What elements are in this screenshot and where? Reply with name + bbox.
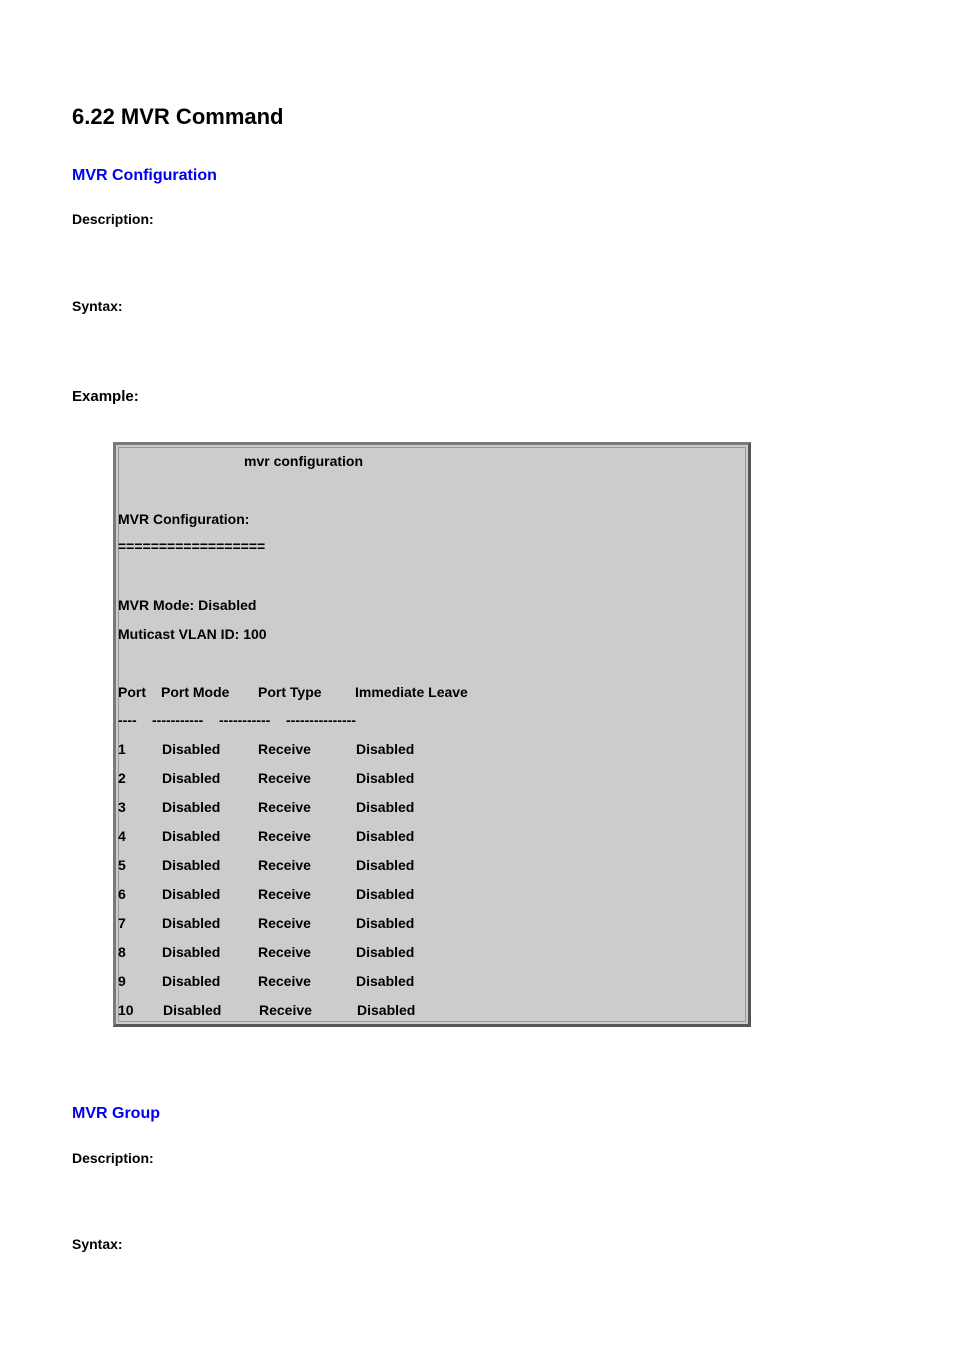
table-row-9-col-3: Disabled — [356, 973, 415, 989]
table-row-3-col-3: Disabled — [356, 799, 415, 815]
table-row-9-col-0: 9 — [118, 973, 126, 989]
table-row-3-col-2: Receive — [258, 799, 311, 815]
table-row-6-col-0: 6 — [118, 886, 126, 902]
table-row-10-col-2: Receive — [259, 1002, 312, 1018]
table-row-10-col-1: Disabled — [163, 1002, 222, 1018]
table-row-5-col-1: Disabled — [162, 857, 221, 873]
table-header-col-3: Immediate Leave — [355, 684, 468, 700]
console-mvr-mode: MVR Mode: Disabled — [118, 597, 257, 613]
table-dashes-col-2: ----------- — [219, 712, 271, 728]
console-title: MVR Configuration: — [118, 511, 250, 527]
table-row-10-col-0: 10 — [118, 1002, 134, 1018]
table-row-8-col-2: Receive — [258, 944, 311, 960]
table-row-4-col-2: Receive — [258, 828, 311, 844]
table-row-9-col-2: Receive — [258, 973, 311, 989]
table-row-2-col-0: 2 — [118, 770, 126, 786]
console-command: mvr configuration — [244, 453, 364, 469]
table-header-col-2: Port Type — [258, 684, 322, 700]
table-dashes-col-0: ---- — [118, 712, 137, 728]
table-row-2-col-1: Disabled — [162, 770, 221, 786]
table-row-3-col-0: 3 — [118, 799, 126, 815]
table-row-4-col-0: 4 — [118, 828, 126, 844]
table-row-7-col-2: Receive — [258, 915, 311, 931]
table-header-col-0: Port — [118, 684, 146, 700]
table-row-5-col-3: Disabled — [356, 857, 415, 873]
table-row-6-col-3: Disabled — [356, 886, 415, 902]
syntax-label: Syntax: — [72, 298, 123, 314]
page-title: 6.22 MVR Command — [72, 104, 284, 129]
table-row-1-col-1: Disabled — [162, 741, 221, 757]
section-heading-mvr-group: MVR Group — [72, 1105, 160, 1122]
table-row-8-col-1: Disabled — [162, 944, 221, 960]
table-row-6-col-1: Disabled — [162, 886, 221, 902]
table-row-1-col-2: Receive — [258, 741, 311, 757]
table-row-1-col-3: Disabled — [356, 741, 415, 757]
table-row-7-col-0: 7 — [118, 915, 126, 931]
example-label: Example: — [72, 388, 139, 405]
table-row-8-col-3: Disabled — [356, 944, 415, 960]
table-row-2-col-3: Disabled — [356, 770, 415, 786]
table-row-7-col-1: Disabled — [162, 915, 221, 931]
table-row-5-col-0: 5 — [118, 857, 126, 873]
table-row-7-col-3: Disabled — [356, 915, 415, 931]
table-row-3-col-1: Disabled — [162, 799, 221, 815]
section-heading-mvr-configuration: MVR Configuration — [72, 167, 217, 184]
table-row-9-col-1: Disabled — [162, 973, 221, 989]
table-row-5-col-2: Receive — [258, 857, 311, 873]
table-row-4-col-1: Disabled — [162, 828, 221, 844]
table-row-2-col-2: Receive — [258, 770, 311, 786]
table-header-col-1: Port Mode — [161, 684, 230, 700]
console-output-box — [113, 442, 751, 1027]
table-dashes-col-3: --------------- — [286, 712, 356, 728]
description-label-2: Description: — [72, 1150, 154, 1166]
table-row-6-col-2: Receive — [258, 886, 311, 902]
console-separator: ================== — [118, 538, 266, 554]
console-vlan-id: Muticast VLAN ID: 100 — [118, 626, 267, 642]
table-row-1-col-0: 1 — [118, 741, 126, 757]
table-row-4-col-3: Disabled — [356, 828, 415, 844]
syntax-label-2: Syntax: — [72, 1236, 123, 1252]
description-label: Description: — [72, 211, 154, 227]
table-row-10-col-3: Disabled — [357, 1002, 416, 1018]
table-dashes-col-1: ----------- — [152, 712, 204, 728]
table-row-8-col-0: 8 — [118, 944, 126, 960]
